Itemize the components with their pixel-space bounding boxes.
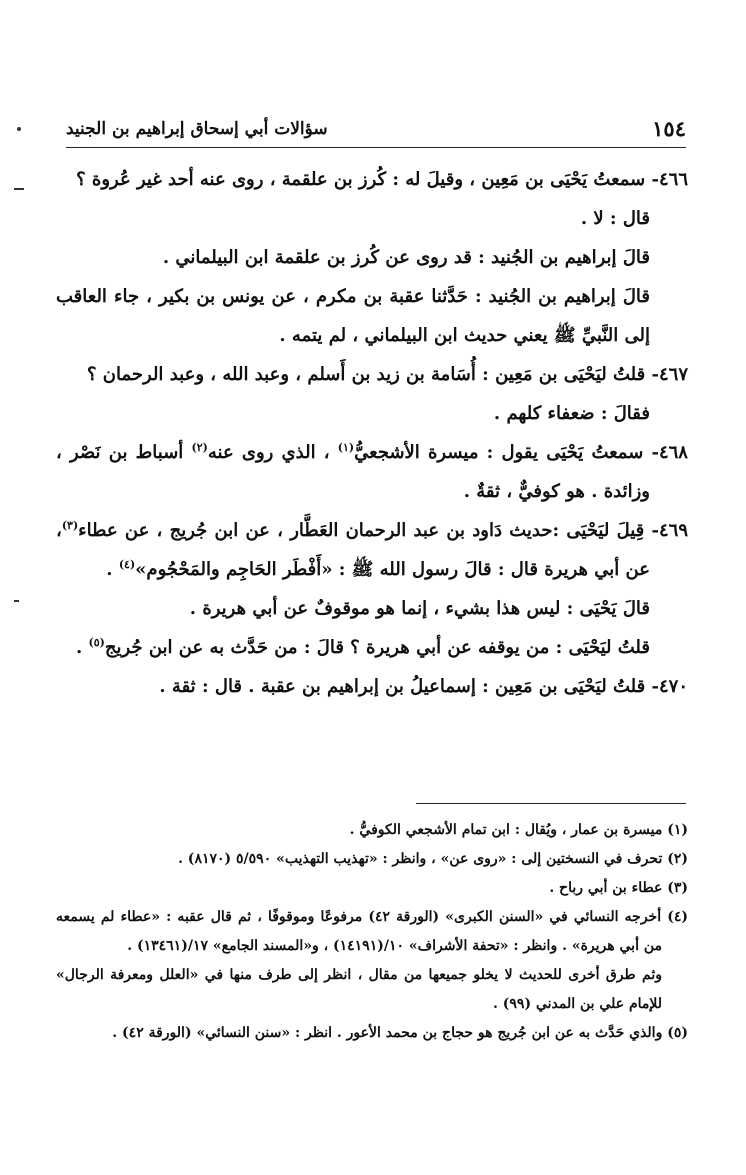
footnote-1: (١) ميسرة بن عمار ، ويُقال : ابن تمام الأشجعي الكوفيُّ . [349, 822, 688, 838]
entry-469-text-a: ٤٦٩- قِيلَ ليَحْيَى :حديث دَاود بن عبد الرحمان العَطَّار ، عن ابن جُريج ، عن عطاء [78, 520, 688, 541]
entry-469-text-c: . [106, 559, 113, 580]
entry-469 [56, 511, 688, 589]
footnote-3: (٣) عطاء بن أبي رباح . [549, 880, 688, 896]
entry-468-text-c: أسباط بن نَصْر ، وزائدة . هو كوفيٌّ ، ثقةٌ . [56, 442, 650, 502]
margin-tick [14, 600, 19, 602]
margin-dot [17, 127, 21, 131]
entry-467-answer: فقالَ : ضعفاء كلهم . [493, 403, 650, 424]
footnote-2: (٢) تحرف في النسختين إلى : «روى عن» ، وانظر : «تهذيب التهذيب» ٥/٥٩٠ (٨١٧٠) . [178, 851, 688, 867]
footnote-ref-3: (٣) [61, 519, 79, 532]
footnote-ref-4: (٤) [118, 558, 136, 571]
footnote-5: (٥) والذي حَدَّث به عن ابن جُريج هو حجاج بن محمد الأعور . انظر : «سنن النسائي» (الورقة ٤٢) . [112, 1025, 688, 1041]
entry-468-text-b: ، الذي روى عنه [207, 442, 330, 463]
main-text [56, 160, 688, 706]
header-rule [66, 147, 686, 148]
entry-469-followup [56, 628, 688, 667]
page-number: ١٥٤ [652, 116, 686, 141]
footnote-rule [416, 803, 686, 804]
entry-469-answer: قالَ يَحْيَى : ليس هذا بشيء ، إنما هو موقوفٌ عن أبي هريرة . [189, 598, 650, 619]
running-title: سؤالات أبي إسحاق إبراهيم بن الجنيد [66, 119, 328, 139]
footnote-ref-2: (٢) [191, 441, 208, 454]
entry-468-text-a: ٤٦٨- سمعتُ يَحْيَى يقول : ميسرة الأشجعيُّ [354, 442, 688, 463]
entry-466-question: ٤٦٦- سمعتُ يَحْيَى بن مَعِين ، وقيلَ له : كُرز بن علقمة ، روى عنه أحد غير عُروة ؟ [76, 169, 688, 190]
footnote-ref-1: (١) [337, 441, 355, 454]
margin-tick [14, 188, 24, 190]
entry-466-remark-2: قالَ إبراهيم بن الجُنيد : حَدَّثنا عقبة بن مكرم ، عن يونس بن بكير ، جاء العاقب إلى النَّبيِّ ﷺ يعني حديث ابن البيلماني ، لم يتمه . [56, 286, 650, 346]
footnote-4: (٤) أخرجه النسائي في «السنن الكبرى» (الورقة ٤٢) مرفوعًا وموقوفًا ، ثم قال عقبه : «عطاء لم يسمعه من أبي هريرة» . وانظر : «تحفة الأشراف» ١٠/(١٤١٩١) ، و«المسند الجامع» ١٧/(١٣٤٦١) . [56, 909, 688, 954]
entry-469-followup-text: قلتُ ليَحْيَى : من يوقفه عن أبي هريرة ؟ قالَ : من حَدَّث به عن ابن جُريج [104, 637, 650, 658]
entry-469-followup-end: . [75, 637, 83, 658]
entry-466-remark: قالَ إبراهيم بن الجُنيد : قد روى عن كُرز بن علقمة ابن البيلماني . [162, 247, 650, 268]
footnote-4-continued: وثم طرق أخرى للحديث لا يخلو جميعها من مقال ، انظر إلى طرف منها في «العلل ومعرفة الرجال» للإمام علي بن المدني (٩٩) . [56, 967, 662, 1012]
footnotes [56, 816, 688, 1048]
entry-468 [56, 433, 688, 511]
entry-470: ٤٧٠- قلتُ ليَحْيَى بن مَعِين : إسماعيلُ بن إبراهيم بن عقبة . قال : ثقة . [159, 676, 688, 697]
footnote-ref-5: (٥) [88, 636, 105, 649]
page-header [66, 116, 686, 146]
entry-466-answer: قال : لا . [580, 208, 650, 229]
entry-467-question: ٤٦٧- قلتُ ليَحْيَى بن مَعِين : أُسَامة بن زيد بن أَسلم ، وعبد الله ، وعبد الرحمان ؟ [86, 364, 688, 385]
entry-469-text-b: ، عن أبي هريرة قال : قالَ رسول الله ﷺ : «أَفْطَر الحَاجِم والمَحْجُوم» [56, 520, 650, 580]
